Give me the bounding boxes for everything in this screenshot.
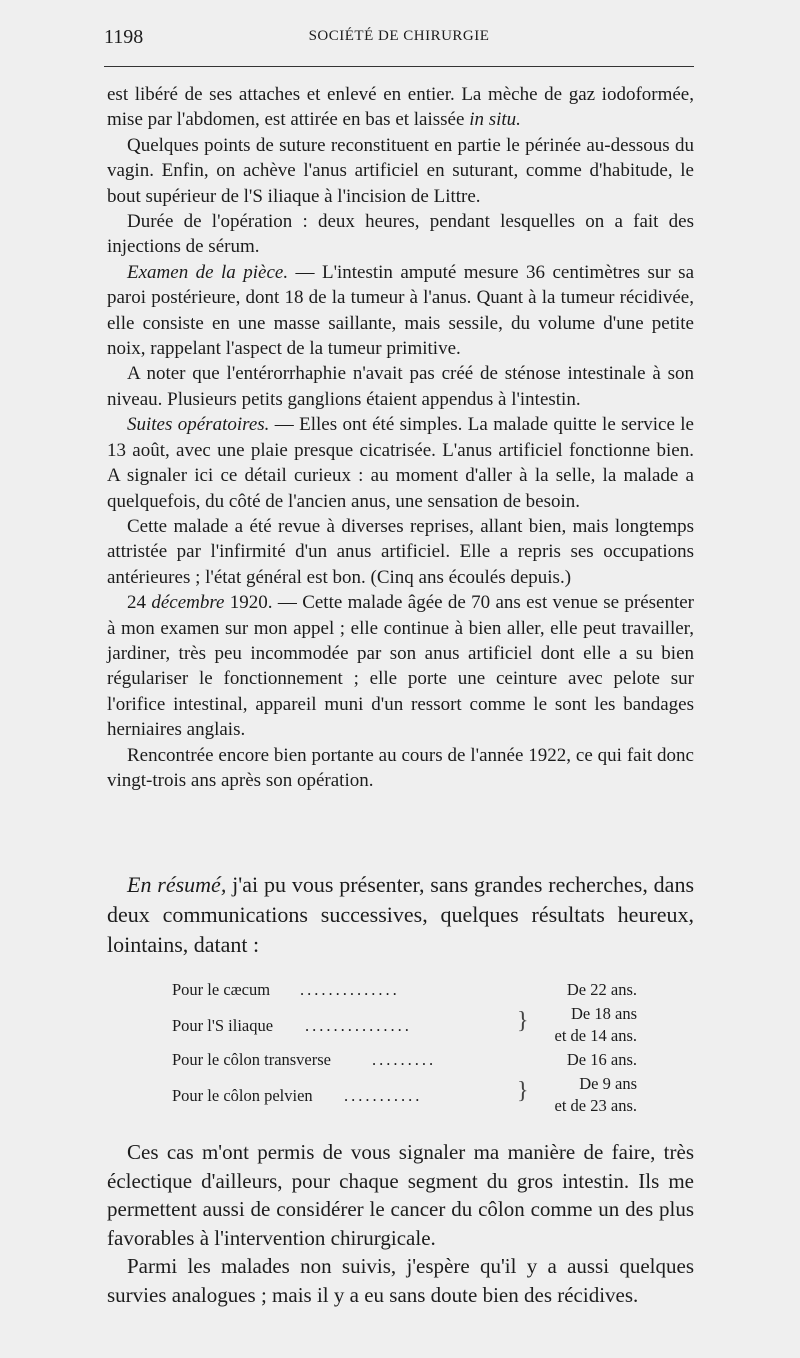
paragraph: A noter que l'entérorrhaphie n'avait pas créé de sténose intestinale à son niveau. Plusieurs petits ganglions étaient appendus à l'intestin.	[107, 363, 694, 410]
paragraph: Cette malade a été revue à diverses reprises, allant bien, mais longtemps attristée par l'infirmité d'un anus artificiel. Elle a repris ses occupations antérieures ; l'état général est bon. (Cinq ans écoulés depuis.)	[107, 515, 694, 588]
summary-paragraph: En résumé, j'ai pu vous présenter, sans grandes recherches, dans deux communications successives, quelques résultats heureux, lointains, datant :	[107, 872, 694, 957]
row-value: De 18 ans	[571, 1004, 637, 1023]
results-table	[172, 978, 637, 1118]
leader-dots: ...........	[344, 1086, 423, 1105]
table-row	[172, 978, 637, 1002]
page-number: 1198	[104, 26, 144, 48]
table-row	[172, 1072, 637, 1118]
paragraph: Suites opératoires. — Elles ont été simples. La malade quitte le service le 13 août, avec une plaie presque cicatrisée. L'anus artificiel fonctionne bien. A signaler ici ce détail curieux : au moment d'aller à la selle, la malade a quelquefois, du côté de l'ancien anus, une sensation de besoin.	[107, 414, 694, 512]
section-lead: Examen de la pièce.	[127, 261, 289, 283]
paragraph: 24 décembre 1920. — Cette malade âgée de 70 ans est venue se présenter à mon examen sur mon appel ; elle continue à bien aller, elle peut travailler, jardiner, très peu incommodée par son anus artificiel dont elle a su bien régulariser le fonctionnement ; elle porte une ceinture avec pelote sur l'orifice intestinal, appareil muni d'un ressort comme le sont les bandages herniaires anglais.	[107, 592, 694, 741]
leader-dots: ..............	[300, 980, 400, 999]
row-label: Pour l'S iliaque	[172, 1016, 274, 1035]
header-rule	[104, 66, 694, 67]
row-label: Pour le côlon transverse	[172, 1050, 331, 1069]
brace-icon: }	[517, 1078, 529, 1104]
row-value: De 9 ans	[579, 1074, 637, 1093]
row-label: Pour le cæcum	[172, 980, 271, 999]
table-row	[172, 1002, 637, 1048]
section-lead: Suites opératoires.	[127, 414, 270, 436]
page-header	[104, 26, 694, 50]
paragraph: Rencontrée encore bien portante au cours de l'année 1922, ce qui fait donc vingt-trois ans après son opération.	[107, 744, 694, 791]
paragraph: Quelques points de suture reconstituent en partie le périnée au-dessous du vagin. Enfin, on achève l'anus artificiel en suturant, comme d'habitude, le bout supérieur de l'S iliaque à l'incision de Littre.	[107, 134, 694, 207]
brace-icon: }	[517, 1008, 529, 1034]
conclusion-text	[107, 1138, 694, 1309]
leader-dots: ...............	[305, 1016, 412, 1035]
row-label: Pour le côlon pelvien	[172, 1086, 313, 1105]
row-value: et de 14 ans.	[554, 1026, 637, 1045]
paragraph: Examen de la pièce. — L'intestin amputé mesure 36 centimètres sur sa paroi postérieure, dont 18 de la tumeur à l'anus. Quant à la tumeur récidivée, elle consiste en une masse saillante, mais sessile, du volume d'une petite noix, rappelant l'aspect de la tumeur primitive.	[107, 261, 695, 360]
table-row	[172, 1048, 637, 1072]
summary-lead: En résumé,	[127, 872, 227, 897]
paragraph: est libéré de ses attaches et enlevé en entier. La mèche de gaz iodoformée, mise par l'abdomen, est attirée en bas et laissée in situ.	[107, 84, 694, 131]
date-lead: décembre	[151, 592, 225, 614]
row-value: De 22 ans.	[566, 980, 637, 999]
italic-term: in situ.	[469, 109, 521, 131]
running-title: SOCIÉTÉ DE CHIRURGIE	[308, 28, 490, 44]
row-value: De 16 ans.	[566, 1050, 637, 1069]
row-value: et de 23 ans.	[554, 1096, 637, 1115]
leader-dots: .........	[372, 1050, 437, 1069]
paragraph: Ces cas m'ont permis de vous signaler ma manière de faire, très éclectique d'ailleurs, pour chaque segment du gros intestin. Ils me permettent aussi de considérer le cancer du côlon comme un des plus favorables à l'intervention chirurgicale.	[107, 1140, 694, 1250]
paragraph: Parmi les malades non suivis, j'espère qu'il y a aussi quelques survies analogues ; mais il y a eu sans doute bien des récidives.	[107, 1254, 694, 1307]
paragraph: Durée de l'opération : deux heures, pendant lesquelles on a fait des injections de sérum.	[107, 211, 694, 258]
case-report-text	[107, 82, 694, 793]
